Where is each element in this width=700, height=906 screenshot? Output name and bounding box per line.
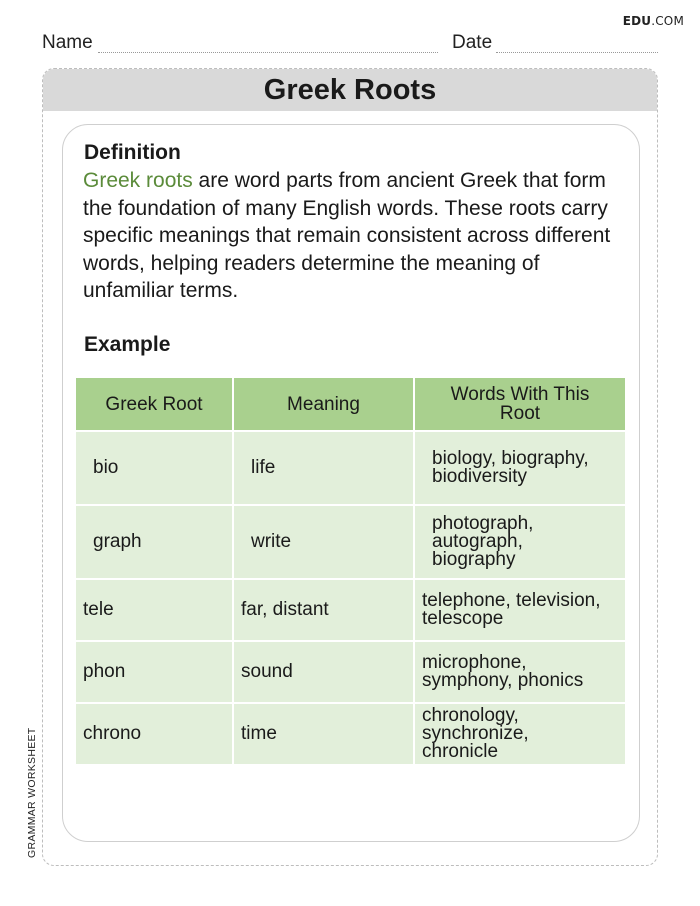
brand-logo-rest: .COM xyxy=(651,14,684,28)
table-row xyxy=(76,704,625,766)
meaning-cell: time xyxy=(234,704,415,766)
root-cell: graph xyxy=(76,506,234,580)
root-cell: phon xyxy=(76,642,234,704)
definition-body: are word parts from ancient Greek that form the foundation of many English words. These roots carry specific meanings that remain consistent across different words, helping readers determine the meaning of unfamiliar terms. xyxy=(83,169,611,302)
definition-heading: Definition xyxy=(84,141,181,164)
brand-logo-bold: EDU xyxy=(622,14,652,28)
words-cell: biology, biography, biodiversity xyxy=(415,432,625,506)
root-cell: chrono xyxy=(76,704,234,766)
greek-roots-table xyxy=(76,378,625,766)
page-title: Greek Roots xyxy=(43,69,657,111)
definition-text xyxy=(83,167,635,305)
table-row xyxy=(76,642,625,704)
brand-logo xyxy=(623,14,684,28)
meaning-cell: write xyxy=(234,506,415,580)
date-label: Date xyxy=(452,32,493,53)
root-cell: tele xyxy=(76,580,234,642)
table-row xyxy=(76,580,625,642)
table-header-row xyxy=(76,378,625,432)
worksheet-type-label: GRAMMAR WORKSHEET xyxy=(26,727,38,858)
column-header-words: Words With This Root xyxy=(415,378,625,432)
column-header-meaning: Meaning xyxy=(234,378,415,432)
date-field-line[interactable] xyxy=(496,52,658,53)
name-label: Name xyxy=(42,32,93,53)
words-cell: photograph, autograph, biography xyxy=(415,506,625,580)
column-header-root: Greek Root xyxy=(76,378,234,432)
table-row xyxy=(76,432,625,506)
example-heading: Example xyxy=(84,333,171,356)
meaning-cell: life xyxy=(234,432,415,506)
words-cell: microphone, symphony, phonics xyxy=(415,642,625,704)
meaning-cell: far, distant xyxy=(234,580,415,642)
table-row xyxy=(76,506,625,580)
definition-term: Greek roots xyxy=(83,169,193,192)
meaning-cell: sound xyxy=(234,642,415,704)
name-field-line[interactable] xyxy=(98,52,438,53)
root-cell: bio xyxy=(76,432,234,506)
words-cell: chronology, synchronize, chronicle xyxy=(415,704,625,766)
words-cell: telephone, television, telescope xyxy=(415,580,625,642)
